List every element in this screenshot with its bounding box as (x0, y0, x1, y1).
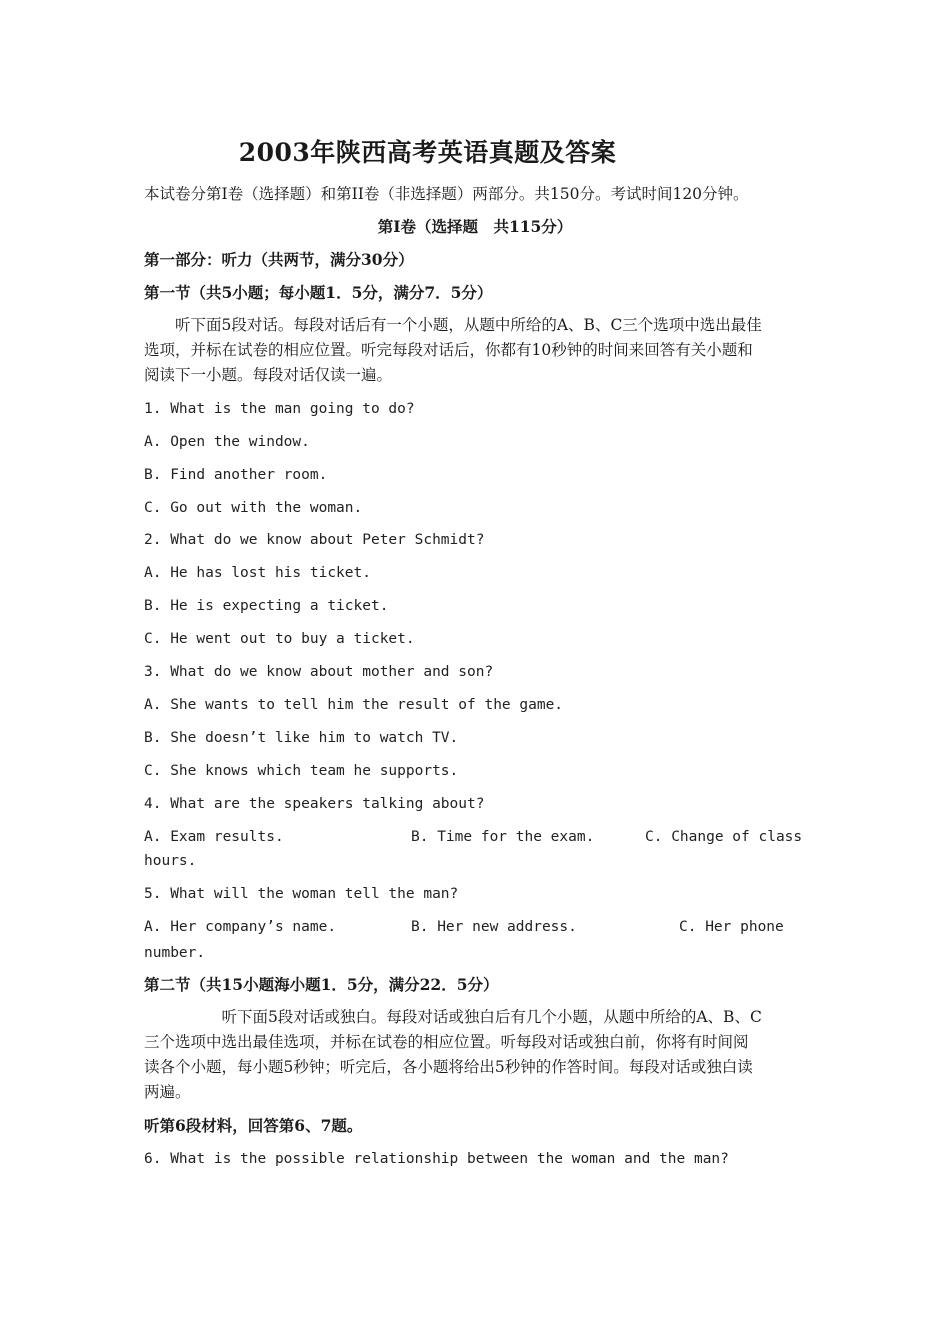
question-3-option-b: B. She doesn’t like him to watch TV. (144, 730, 459, 746)
question-3-option-c: C. She knows which team he supports. (144, 763, 459, 779)
question-2-option-c: C. He went out to buy a ticket. (144, 631, 415, 647)
section2-instructions-line: 听下面5段对话或独白。每段对话或独白后有几个小题，从题中所给的A、B、C (144, 1008, 762, 1026)
part1-heading: 第一部分：听力（共两节，满分30分） (144, 250, 414, 269)
question-4-option-c: C. Change of class (645, 829, 803, 845)
question-2: 2. What do we know about Peter Schmidt? (144, 532, 485, 548)
question-4: 4. What are the speakers talking about? (144, 796, 485, 812)
question-4-option-b: B. Time for the exam. (411, 829, 595, 845)
question-5-option-a: A. Her company’s name. (144, 919, 337, 935)
question-1: 1. What is the man going to do? (144, 401, 415, 417)
page-title: 2003年陕西高考英语真题及答案 (238, 138, 617, 167)
question-6: 6. What is the possible relationship between the woman and the man? (144, 1151, 729, 1167)
question-4-option-a: A. Exam results. (144, 829, 284, 845)
question-5: 5. What will the woman tell the man? (144, 886, 459, 902)
section1-instructions-line: 听下面5段对话。每段对话后有一个小题，从题中所给的A、B、C三个选项中选出最佳 (144, 316, 762, 334)
question-2-option-a: A. He has lost his ticket. (144, 565, 371, 581)
section2-instructions-line: 读各个小题，每小题5秒钟；听完后，各小题将给出5秒钟的作答时间。每段对话或独白读 (144, 1058, 753, 1076)
question-1-option-c: C. Go out with the woman. (144, 500, 363, 516)
question-3: 3. What do we know about mother and son? (144, 664, 494, 680)
material-6-heading: 听第6段材料，回答第6、7题。 (144, 1116, 363, 1135)
section2-heading: 第二节（共15小题海小题1．5分，满分22．5分） (144, 975, 499, 994)
section1-instructions-line: 选项，并标在试卷的相应位置。听完每段对话后，你都有10秒钟的时间来回答有关小题和 (144, 341, 753, 359)
section2-instructions-line: 三个选项中选出最佳选项，并标在试卷的相应位置。听每段对话或独白前，你将有时间阅 (144, 1033, 749, 1051)
question-1-option-a: A. Open the window. (144, 434, 310, 450)
question-3-option-a: A. She wants to tell him the result of the game. (144, 697, 564, 713)
question-4-option-c-continued: hours. (144, 853, 197, 869)
question-2-option-b: B. He is expecting a ticket. (144, 598, 389, 614)
exam-intro: 本试卷分第Ⅰ卷（选择题）和第II卷（非选择题）两部分。共150分。考试时间120分钟。 (144, 185, 749, 203)
section2-instructions-line: 两遍。 (144, 1083, 191, 1101)
question-5-option-c-continued: number. (144, 945, 206, 961)
question-5-option-c: C. Her phone (679, 919, 784, 935)
question-1-option-b: B. Find another room. (144, 467, 328, 483)
question-5-option-b: B. Her new address. (411, 919, 577, 935)
section1-instructions-line: 阅读下一小题。每段对话仅读一遍。 (144, 366, 393, 384)
volume1-heading: 第Ⅰ卷（选择题 共115分） (377, 217, 573, 236)
section1-heading: 第一节（共5小题；每小题1．5分，满分7．5分） (144, 283, 493, 302)
